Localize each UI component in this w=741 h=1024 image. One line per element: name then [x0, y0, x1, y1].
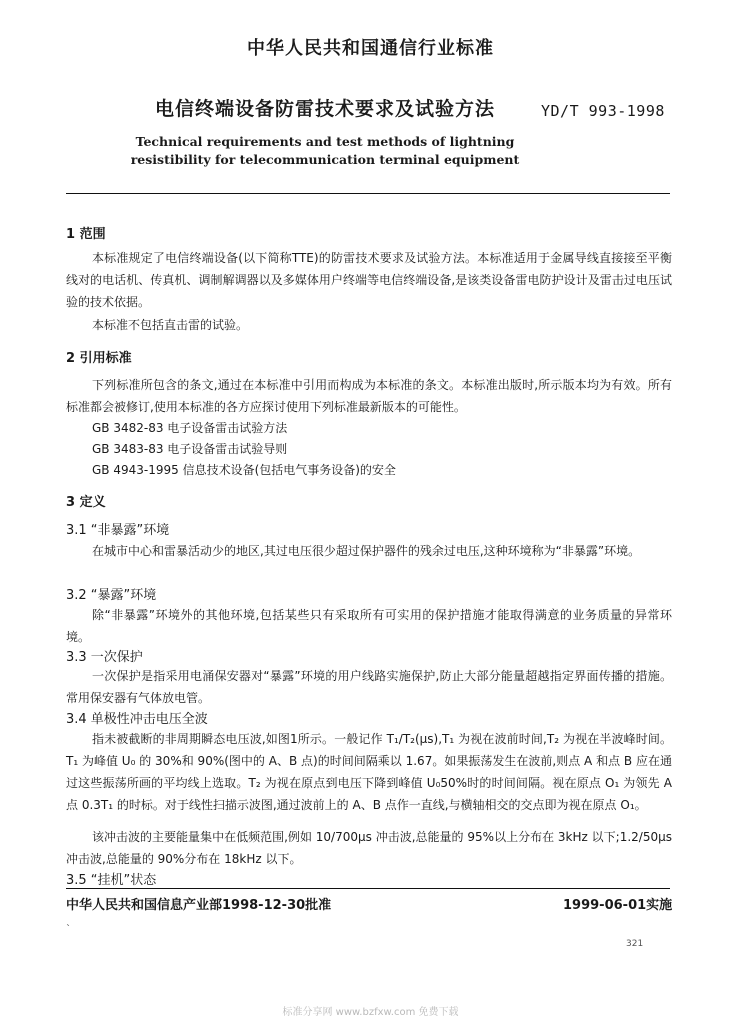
subsection-3-2-heading: 3.2 “暴露”环境: [66, 588, 157, 603]
scan-mark: `: [66, 924, 71, 935]
footer-rule: [66, 888, 670, 889]
reference-item: GB 4943-1995 信息技术设备(包括电气事务设备)的安全: [92, 463, 396, 477]
document-title-en-line2: resistibility for telecommunication terminal equipment: [130, 152, 520, 167]
section-1-heading: 1 范围: [66, 227, 106, 242]
reference-item: GB 3482-83 电子设备雷击试验方法: [92, 421, 288, 435]
subsection-3-4-energy-paragraph: 该冲击波的主要能量集中在低频范围,例如 10/700μs 冲击波,总能量的 95%以上分布在 3kHz 以下;1.2/50μs 冲击波,总能量的 90%分布在 18kHz 以下。: [66, 830, 672, 866]
subsection-3-3-heading: 3.3 一次保护: [66, 650, 143, 665]
section-2-paragraph: 下列标准所包含的条文,通过在本标准中引用而构成为本标准的条文。本标准出版时,所示版本均为有效。所有标准都会被修订,使用本标准的各方应探讨使用下列标准最新版本的可能性。: [66, 378, 672, 414]
section-1-note: 本标准不包括直击雷的试验。: [92, 318, 249, 332]
standard-category-header: 中华人民共和国通信行业标准: [247, 38, 494, 59]
section-3-heading: 3 定义: [66, 495, 106, 510]
issuing-authority: 中华人民共和国信息产业部1998-12-30批准: [66, 898, 332, 913]
section-1-paragraph: 本标准规定了电信终端设备(以下简称TTE)的防雷技术要求及试验方法。本标准适用于金属导线直接接至平衡线对的电话机、传真机、调制解调器以及多媒体用户终端等电信终端设备,是该类设备雷电防护设计及雷击过电压试验的技术依据。: [66, 251, 672, 309]
subsection-3-4-paragraph: 指未被截断的非周期瞬态电压波,如图1所示。一般记作 T₁/T₂(μs),T₁ 为视在波前时间,T₂ 为视在半波峰时间。T₁ 为峰值 U₀ 的 30%和 90%(图中的 A、B 点)的时间间隔乘以 1.67。如果振荡发生在波前,则点 A 和点 B 应在通过这些振荡所画的平均线上选取。T₂ 为视在原点到电压下降到峰值 U₀50%时的时间间隔。视在原点 O₁ 为领先 A 点 0.3T₁ 的时标。对于线性扫描示波图,通过波前上的 A、B 点作一直线,与横轴相交的交点即为视在原点 O₁。: [66, 732, 672, 812]
header-rule: [66, 193, 670, 194]
page-number: 321: [626, 939, 644, 949]
watermark-text: 标准分享网 www.bzfxw.com 免费下载: [282, 1007, 459, 1018]
subsection-3-2-paragraph: 除“非暴露”环境外的其他环境,包括某些只有采取所有可实用的保护措施才能取得满意的业务质量的异常环境。: [66, 608, 672, 644]
standard-code: YD/T 993-1998: [541, 102, 665, 120]
subsection-3-4-heading: 3.4 单极性冲击电压全波: [66, 712, 208, 727]
subsection-3-3-paragraph: 一次保护是指采用电涌保安器对“暴露”环境的用户线路实施保护,防止大部分能量超越指定界面传播的措施。常用保安器有气体放电管。: [66, 669, 672, 705]
subsection-3-1-paragraph: 在城市中心和雷暴活动少的地区,其过电压很少超过保护器件的残余过电压,这种环境称为“非暴露”环境。: [92, 544, 641, 558]
document-title-cn: 电信终端设备防雷技术要求及试验方法: [154, 98, 495, 120]
effective-date: 1999-06-01实施: [563, 898, 673, 913]
document-title-en-line1: Technical requirements and test methods of lightning: [135, 134, 515, 149]
subsection-3-5-heading: 3.5 “挂机”状态: [66, 873, 157, 888]
reference-item: GB 3483-83 电子设备雷击试验导则: [92, 442, 288, 456]
subsection-3-1-heading: 3.1 “非暴露”环境: [66, 523, 170, 538]
section-2-heading: 2 引用标准: [66, 351, 132, 366]
